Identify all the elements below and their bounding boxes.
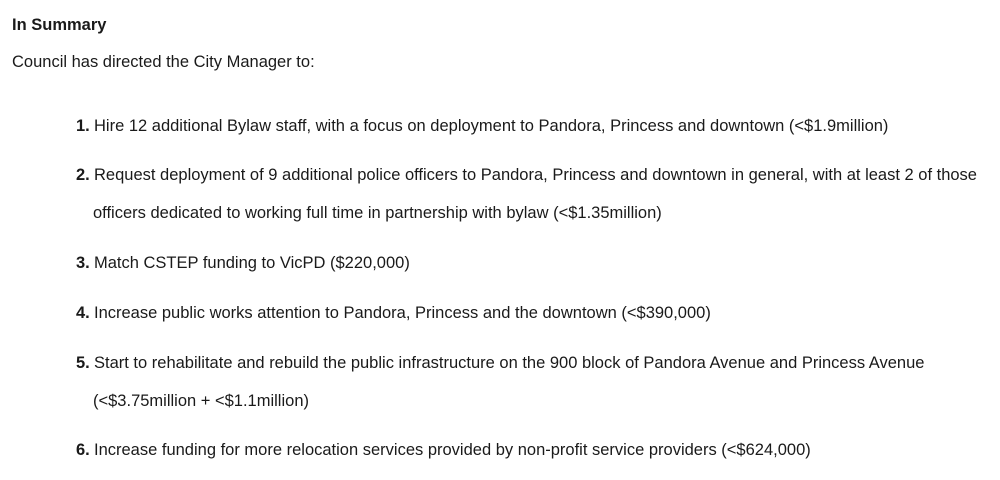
list-item-text: Increase funding for more relocation services provided by non-profit service providers (<$624,000) (94, 441, 811, 459)
list-item-number: 2. (76, 166, 90, 184)
list-item-text: Increase public works attention to Pandora, Princess and the downtown (<$390,000) (94, 304, 711, 322)
list-item-number: 3. (76, 254, 90, 272)
list-item-number: 1. (76, 117, 90, 135)
list-item (76, 295, 986, 333)
list-item-text-continued: (<$3.75million + <$1.1million) (93, 391, 309, 410)
section-heading: In Summary (12, 16, 107, 34)
list-item-number: 6. (76, 441, 90, 459)
list-item (76, 432, 986, 470)
list-item (76, 345, 986, 420)
list-item-text: Request deployment of 9 additional police officers to Pandora, Princess and downtown in general, with at least 2 of those (94, 166, 977, 184)
list-item-text: Start to rehabilitate and rebuild the public infrastructure on the 900 block of Pandora Avenue and Princess Avenue (94, 354, 925, 372)
list-item (76, 157, 986, 232)
list-item-number: 4. (76, 304, 90, 322)
list-item-text: Hire 12 additional Bylaw staff, with a focus on deployment to Pandora, Princess and downtown (<$1.9million) (94, 117, 889, 135)
list-item-number: 5. (76, 354, 90, 372)
list-item-text-continued: officers dedicated to working full time in partnership with bylaw (<$1.35million) (93, 203, 662, 222)
list-item (76, 245, 986, 283)
list-item (76, 108, 986, 146)
list-item-text: Match CSTEP funding to VicPD ($220,000) (94, 254, 410, 272)
intro-text: Council has directed the City Manager to: (12, 53, 315, 71)
